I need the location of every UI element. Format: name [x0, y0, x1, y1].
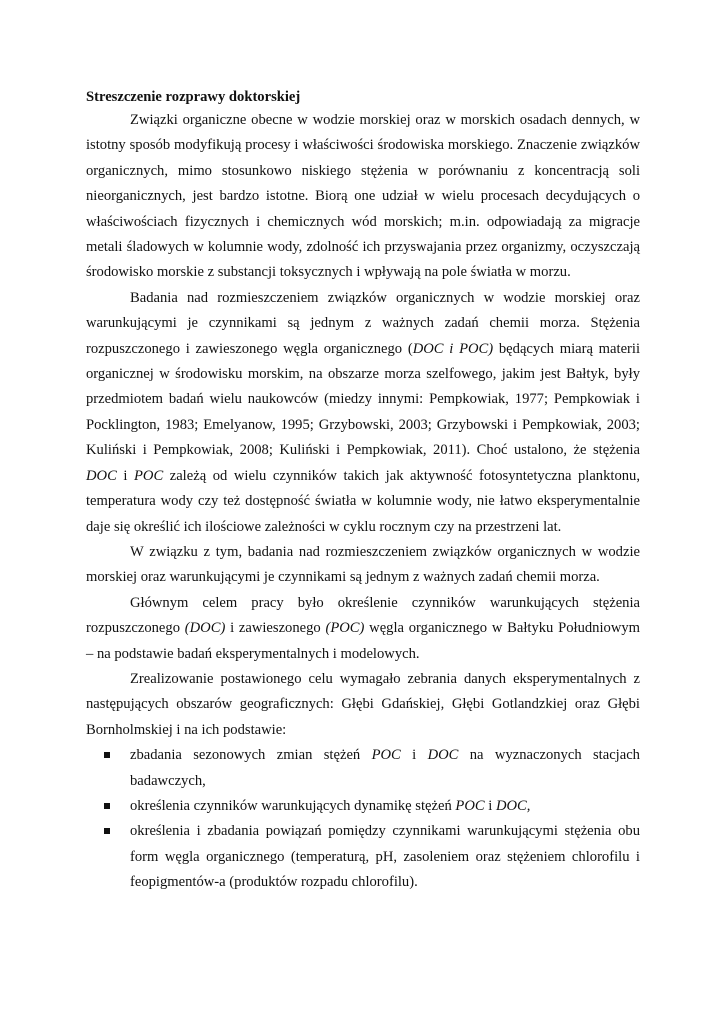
list-item: [86, 794, 640, 819]
b3-text: określenia i zbadania powiązań pomiędzy czynnikami warunkującymi stężenia obu form węgla organicznego (temperaturą, pH, zasoleniem oraz stężeniem chlorofilu i feopigmentów-a (produktów rozpadu chlorofilu).: [130, 823, 640, 891]
p2-term-doc: DOC: [86, 467, 117, 484]
paragraph-intro: [86, 108, 640, 286]
b1-term-doc: DOC: [427, 747, 459, 764]
b2-text-b: i: [484, 797, 496, 814]
p2-text-b: będących miarą materii organicznej w środowisku morskim, na obszarze morza szelfowego, jakim jest Bałtyk, były przedmiotem badań wielu naukowców (miedzy innymi: Pempkowiak, 1977; Pempkowiak i Pocklington, 1983; Emelyanow, 1995; Grzybowski, 2003; Grzybowski i Pempkowiak, 2003; Kuliński i Pempkowiak, 2008; Kuliński i Pempkowiak, 2011). Choć ustalono, że stężenia: [86, 340, 641, 459]
p2-text-d: zależą od wielu czynników takich jak aktywność fotosyntetyczna planktonu, temperatura wody czy też dostępność światła w kolumnie wody, nie łatwo eksperymentalnie daje się określić ich ilościowe zależności w cyklu rocznym czy na przestrzeni lat.: [86, 467, 640, 535]
b1-text-c: na wyznaczonych stacjach badawczych,: [130, 747, 640, 789]
paragraph-scope-text: Zrealizowanie postawionego celu wymagało zebrania danych eksperymentalnych z następujących obszarów geograficznych: Głębi Gdańskiej, Głębi Gotlandzkiej oraz Głębi Bornholmskiej i na ich podstawie:: [86, 670, 640, 738]
b2-text-a: określenia czynników warunkujących dynamikę stężeń: [130, 797, 456, 814]
b2-term-doc: DOC,: [495, 797, 531, 814]
paragraph-goal: [86, 591, 640, 667]
list-item: [86, 743, 640, 794]
paragraph-research: [86, 286, 640, 540]
document-page: [86, 88, 640, 896]
bullet-list: [86, 743, 640, 895]
p2-term-doc-poc: DOC i POC): [412, 340, 494, 357]
p4-term-poc: (POC): [325, 620, 365, 637]
square-bullet-icon: [104, 752, 110, 758]
b1-text-a: zbadania sezonowych zmian stężeń: [130, 747, 372, 764]
paragraph-context: [86, 540, 640, 591]
p2-text-a: Badania nad rozmieszczeniem związków organicznych w wodzie morskiej oraz warunkującymi je czynnikami są jednym z ważnych zadań chemii morza. Stężenia rozpuszczonego i zawieszonego węgla organicznego (: [86, 289, 640, 357]
p4-text-a: Głównym celem pracy było określenie czynników warunkujących stężenia rozpuszczonego: [86, 594, 640, 637]
p2-text-c: i: [116, 467, 134, 484]
b2-term-poc: POC: [455, 797, 485, 814]
square-bullet-icon: [104, 803, 110, 809]
p4-text-b: i zawieszonego: [225, 620, 326, 637]
paragraph-scope: [86, 667, 640, 743]
p2-term-poc: POC: [133, 467, 164, 484]
document-title: Streszczenie rozprawy doktorskiej: [86, 89, 301, 105]
square-bullet-icon: [104, 828, 110, 834]
list-item: [86, 819, 640, 895]
paragraph-context-text: W związku z tym, badania nad rozmieszczeniem związków organicznych w wodzie morskiej oraz warunkującymi je czynnikami są jednym z ważnych zadań chemii morza.: [86, 543, 640, 586]
b1-term-poc: POC: [371, 747, 401, 764]
paragraph-intro-text: Związki organiczne obecne w wodzie morskiej oraz w morskich osadach dennych, w istotny sposób modyfikują procesy i właściwości środowiska morskiego. Znaczenie związków organicznych, mimo stosunkowo niskiego stężenia w porównaniu z koncentracją soli nieorganicznych, jest bardzo istotne. Biorą one udział w wielu procesach decydujących o właściwościach fizycznych i chemicznych wód morskich; m.in. odpowiadają za migracje metali śladowych w kolumnie wody, zdolność ich przyswajania przez organizmy, oczyszczają środowisko morskie z substancji toksycznych i wpływają na pole światła w morzu.: [86, 112, 640, 281]
b1-text-b: i: [400, 747, 428, 764]
p4-term-doc: (DOC): [184, 620, 226, 637]
p4-text-c: węgla organicznego w Bałtyku Południowym – na podstawie badań eksperymentalnych i modelowych.: [86, 620, 641, 662]
